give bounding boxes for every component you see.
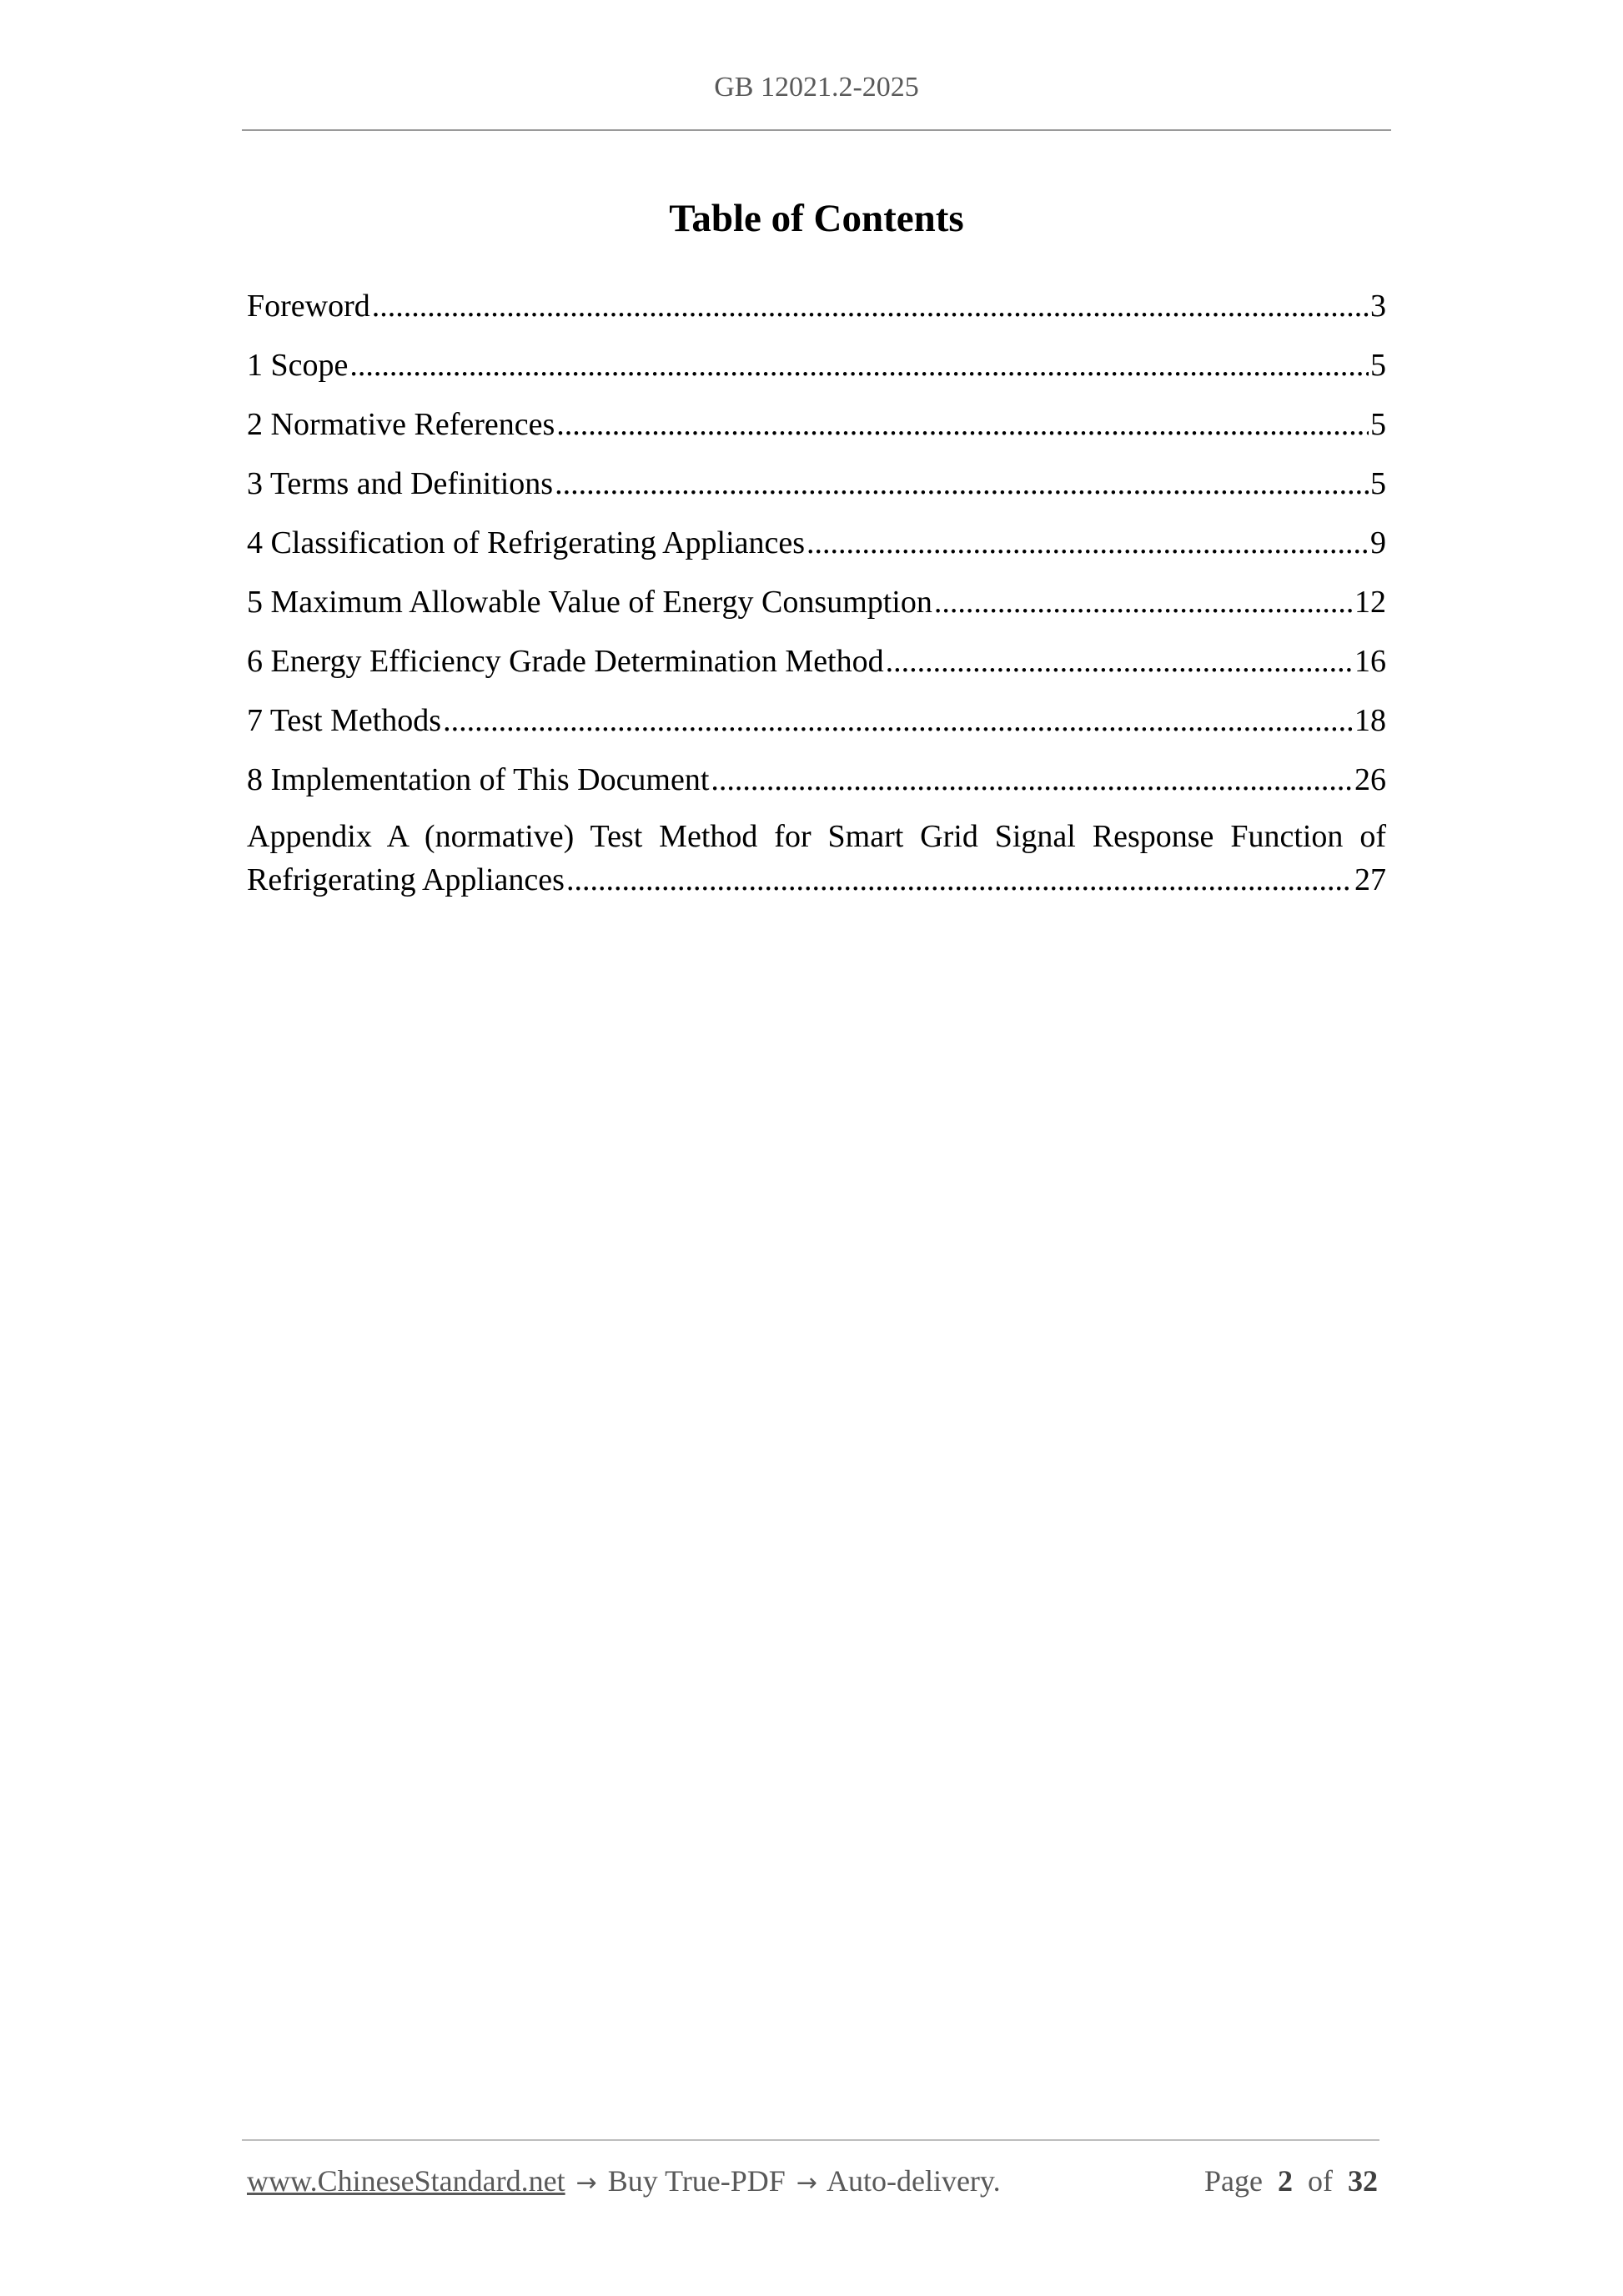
toc-title: Table of Contents (669, 197, 964, 240)
toc-entry-test-methods[interactable] (247, 696, 1386, 756)
toc-entry-label: Foreword (247, 289, 370, 324)
toc-entry-page: 12 (1354, 585, 1386, 620)
toc-entry-page: 5 (1370, 407, 1386, 442)
toc-entry-grade-determination[interactable] (247, 637, 1386, 696)
current-page-number: 2 (1278, 2164, 1293, 2198)
dot-leader (934, 578, 1353, 626)
toc-entry-label: 8 Implementation of This Document (247, 762, 710, 797)
dot-leader (372, 282, 1369, 330)
page-of-label: of (1308, 2164, 1333, 2198)
toc-entry-label: 4 Classification of Refrigerating Appliances (247, 525, 806, 560)
toc-entry-label: 5 Maximum Allowable Value of Energy Consumption (247, 585, 932, 620)
dot-leader (711, 756, 1353, 804)
header-rule (242, 129, 1391, 131)
footer-rule (242, 2139, 1379, 2141)
toc-entry-label-line1: Appendix A (normative) Test Method for Smart Grid Signal Response Function of (247, 819, 1386, 854)
toc-entry-maximum-allowable-value[interactable] (247, 578, 1386, 637)
dot-leader (349, 341, 1369, 389)
toc-entry-label: 1 Scope (247, 348, 349, 383)
toc-entry-page: 9 (1370, 525, 1386, 560)
toc-entry-page: 27 (1354, 862, 1386, 897)
table-of-contents (247, 282, 1386, 902)
toc-entry-terms-and-definitions[interactable] (247, 460, 1386, 519)
toc-entry-page: 18 (1354, 703, 1386, 738)
page-label: Page (1204, 2164, 1263, 2198)
footer-promo (247, 2163, 1001, 2198)
auto-delivery-text: Auto-delivery. (826, 2164, 1001, 2198)
toc-entry-implementation[interactable] (247, 756, 1386, 815)
arrow-right-icon: → (796, 2168, 817, 2198)
page-footer (247, 2163, 1378, 2198)
toc-entry-classification[interactable] (247, 519, 1386, 578)
dot-leader (806, 519, 1369, 567)
toc-entry-label: 6 Energy Efficiency Grade Determination Method (247, 644, 884, 679)
arrow-right-icon: → (575, 2168, 597, 2198)
running-header: GB 12021.2-2025 (714, 72, 919, 103)
dot-leader (566, 858, 1353, 902)
page-indicator (1204, 2163, 1378, 2198)
toc-entry-page: 5 (1370, 466, 1386, 501)
toc-entry-page: 3 (1370, 289, 1386, 324)
toc-entry-page: 26 (1354, 762, 1386, 797)
toc-entry-page: 5 (1370, 348, 1386, 383)
toc-entry-appendix-a[interactable] (247, 815, 1386, 902)
dot-leader (886, 637, 1353, 686)
toc-entry-scope[interactable] (247, 341, 1386, 400)
toc-entry-label: 2 Normative References (247, 407, 555, 442)
toc-entry-foreword[interactable] (247, 282, 1386, 341)
dot-leader (555, 460, 1369, 508)
total-pages-number: 32 (1348, 2164, 1378, 2198)
website-link[interactable]: www.ChineseStandard.net (247, 2164, 565, 2198)
toc-entry-label: 7 Test Methods (247, 703, 442, 738)
toc-entry-label-line2: Refrigerating Appliances (247, 862, 565, 897)
dot-leader (556, 400, 1369, 449)
toc-entry-label: 3 Terms and Definitions (247, 466, 554, 501)
toc-entry-normative-references[interactable] (247, 400, 1386, 460)
buy-pdf-text: Buy True-PDF (607, 2164, 786, 2198)
toc-entry-page: 16 (1354, 644, 1386, 679)
dot-leader (443, 696, 1353, 745)
